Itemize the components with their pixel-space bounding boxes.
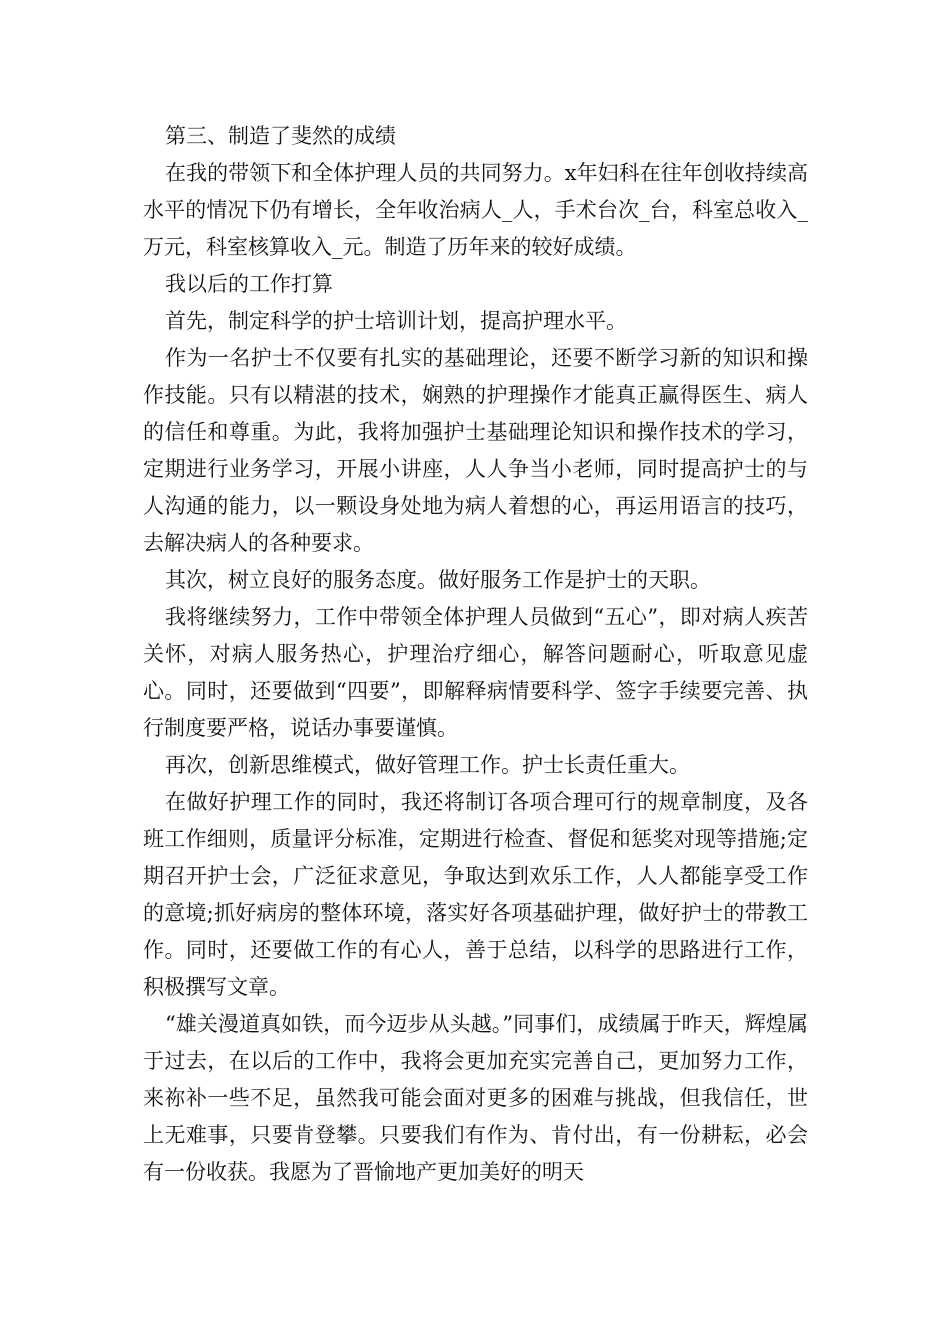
paragraph-second-plan: 其次，树立良好的服务态度。做好服务工作是护士的天职。 <box>165 568 711 592</box>
section-heading-achievements: 第三、制造了斐然的成绩 <box>165 124 396 148</box>
paragraph-first-plan: 首先，制定科学的护士培训计划，提高护理水平。 <box>165 309 627 333</box>
document-body <box>143 118 808 1191</box>
paragraph-training: 作为一名护士不仅要有扎实的基础理论，还要不断学习新的知识和操作技能。只有以精湛的技术，娴熟的护理操作才能真正赢得医生、病人的信任和尊重。为此，我将加强护士基础理论知识和操作技术的学习，定期进行业务学习，开展小讲座，人人争当小老师，同时提高护士的与人沟通的能力，以一颗设身处地为病人着想的心，再运用语言的技巧，去解决病人的各种要求。 <box>143 346 808 555</box>
paragraph-achievements: 在我的带领下和全体护理人员的共同努力。x年妇科在往年创收持续高水平的情况下仍有增长，全年收治病人_人，手术台次_台，科室总收入_万元，科室核算收入_元。制造了历年来的较好成绩。 <box>143 161 808 259</box>
paragraph-management: 在做好护理工作的同时，我还将制订各项合理可行的规章制度，及各班工作细则，质量评分标准，定期进行检查、督促和惩奖对现等措施;定期召开护士会，广泛征求意见，争取达到欢乐工作，人人都能享受工作的意境;抓好病房的整体环境，落实好各项基础护理，做好护士的带教工作。同时，还要做工作的有心人，善于总结，以科学的思路进行工作，积极撰写文章。 <box>143 790 808 999</box>
section-heading-plans: 我以后的工作打算 <box>165 272 333 296</box>
paragraph-service: 我将继续努力，工作中带领全体护理人员做到“五心”，即对病人疾苦关怀，对病人服务热心，护理治疗细心，解答问题耐心，听取意见虚心。同时，还要做到“四要”，即解释病情要科学、签字手续要完善、执行制度要严格，说话办事要谨慎。 <box>143 605 808 740</box>
paragraph-closing: “雄关漫道真如铁，而今迈步从头越。”同事们，成绩属于昨天，辉煌属于过去，在以后的工作中，我将会更加充实完善自己，更加努力工作，来祢补一些不足，虽然我可能会面对更多的困难与挑战，但我信任，世上无难事，只要肯登攀。只要我们有作为、肯付出，有一份耕耘，必会有一份收获。我愿为了晋愉地产更加美好的明天 <box>143 1012 808 1184</box>
paragraph-third-plan: 再次，创新思维模式，做好管理工作。护士长责任重大。 <box>165 753 690 777</box>
